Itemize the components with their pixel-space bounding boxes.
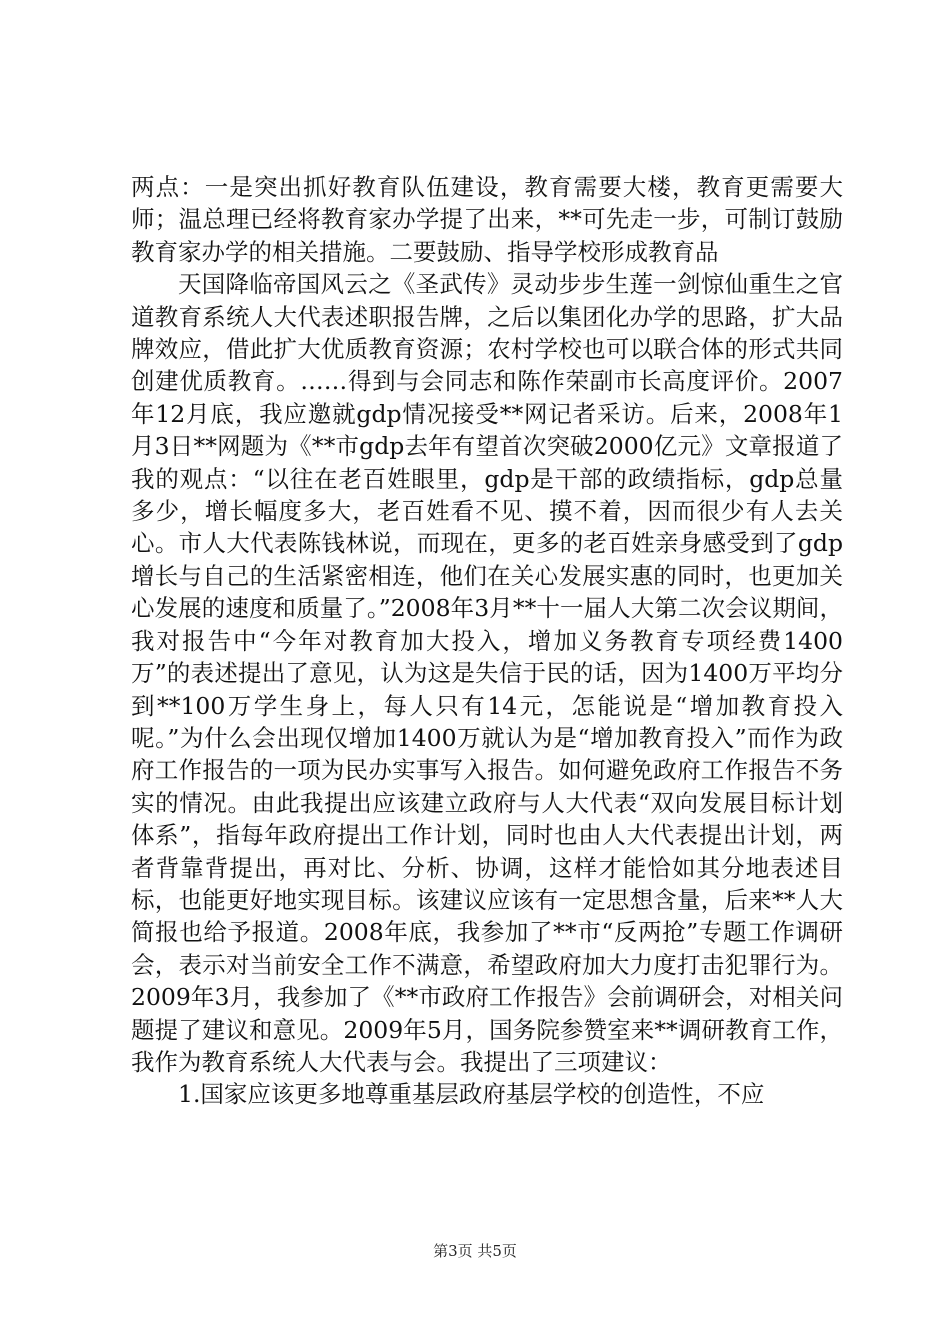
page-footer — [0, 1241, 950, 1261]
paragraph-list-item-1: 1.国家应该更多地尊重基层政府基层学校的创造性，不应 — [178, 1080, 765, 1109]
paragraph-continued: 两点：一是突出抓好教育队伍建设，教育需要大楼，教育更需要大师；温总理已经将教育家办学提了出来，**可先走一步，可制订鼓励教育家办学的相关措施。二要鼓励、指导学校形成教育品 — [131, 173, 843, 266]
page-number: 第3页 共5页 — [433, 1242, 517, 1260]
body-text — [131, 171, 843, 1111]
paragraph-main: 天国降临帝国风云之《圣武传》灵动步步生莲一剑惊仙重生之官道教育系统人大代表述职报告牌，之后以集团化办学的思路，扩大品牌效应，借此扩大优质教育资源；农村学校也可以联合体的形式共同创建优质教育。……得到与会同志和陈作荣副市长高度评价。2007年12月底，我应邀就gdp情况接受**网记者采访。后来，2008年1月3日**网题为《**市gdp去年有望首次突破2000亿元》文章报道了我的观点：“以往在老百姓眼里，gdp是干部的政绩指标，gdp总量多少，增长幅度多大，老百姓看不见、摸不着，因而很少有人去关心。市人大代表陈钱林说，而现在，更多的老百姓亲身感受到了gdp增长与自己的生活紧密相连，他们在关心发展实惠的同时，也更加关心发展的速度和质量了。”2008年3月**十一届人大第二次会议期间，我对报告中“今年对教育加大投入，增加义务教育专项经费1400万”的表述提出了意见，认为这是失信于民的话，因为1400万平均分到**100万学生身上，每人只有14元，怎能说是“增加教育投入呢。”为什么会出现仅增加1400万就认为是“增加教育投入”而作为政府工作报告的一项为民办实事写入报告。如何避免政府工作报告不务实的情况。由此我提出应该建立政府与人大代表“双向发展目标计划体系”，指每年政府提出工作计划，同时也由人大代表提出计划，两者背靠背提出，再对比、分析、协调，这样才能恰如其分地表述目标，也能更好地实现目标。该建议应该有一定思想含量，后来**人大简报也给予报道。2008年底，我参加了**市“反两抢”专题工作调研会，表示对当前安全工作不满意，希望政府加大力度打击犯罪行为。2009年3月，我参加了《**市政府工作报告》会前调研会，对相关问题提了建议和意见。2009年5月，国务院参赞室来**调研教育工作，我作为教育系统人大代表与会。我提出了三项建议： — [131, 270, 843, 1076]
